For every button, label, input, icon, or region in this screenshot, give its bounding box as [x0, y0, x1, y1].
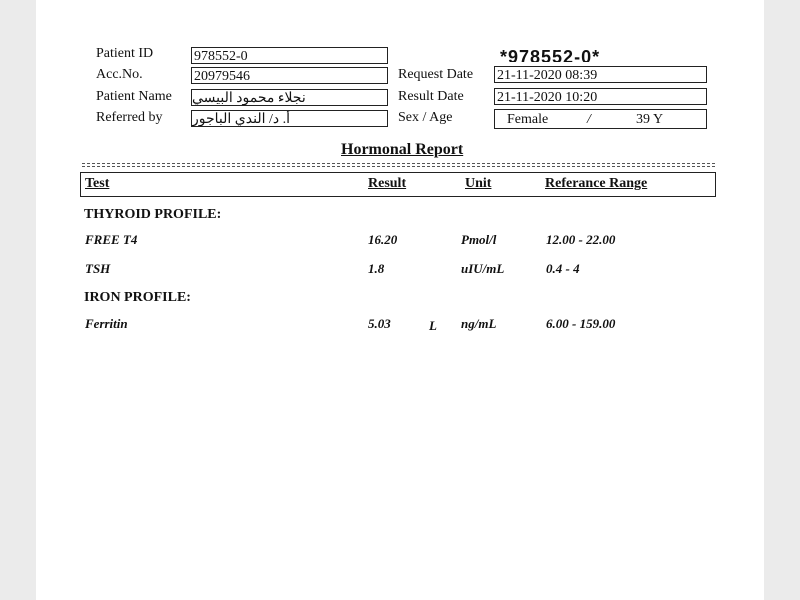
test-name: Ferritin — [85, 316, 128, 331]
sex-value: Female — [507, 112, 549, 127]
unit-value: ng/mL — [461, 316, 497, 331]
header-test: Test — [85, 176, 110, 191]
acc-no-field: 20979546 — [191, 67, 388, 84]
header-unit: Unit — [465, 176, 492, 191]
test-name: TSH — [85, 261, 111, 276]
sex-age-separator: / — [587, 112, 591, 127]
patient-name-field: نجلاء محمود البيسي — [191, 89, 388, 106]
barcode-text: *978552-0* — [500, 47, 601, 62]
table-header — [80, 172, 716, 197]
unit-value: Pmol/l — [461, 232, 497, 247]
request-date-field: 21-11-2020 08:39 — [494, 66, 707, 83]
section-title-thyroid: THYROID PROFILE: — [84, 207, 222, 222]
range-value: 12.00 - 22.00 — [546, 232, 616, 247]
result-value: 5.03 — [368, 316, 391, 331]
unit-value: uIU/mL — [461, 261, 505, 276]
request-date-label: Request Date — [398, 67, 474, 82]
separator-line — [82, 163, 716, 164]
age-value: 39 Y — [636, 112, 664, 127]
report-title: Hormonal Report — [341, 141, 464, 158]
result-value: 16.20 — [368, 232, 398, 247]
sex-age-label: Sex / Age — [398, 110, 453, 125]
low-flag: L — [429, 318, 437, 333]
referred-by-field: أ. د/ الندي الباجور — [191, 110, 388, 127]
header-range: Referance Range — [545, 176, 648, 191]
referred-by-label: Referred by — [96, 110, 163, 125]
separator-line — [82, 166, 716, 167]
result-value: 1.8 — [368, 261, 385, 276]
patient-id-label: Patient ID — [96, 46, 154, 61]
range-value: 6.00 - 159.00 — [546, 316, 616, 331]
patient-name-label: Patient Name — [96, 89, 172, 104]
header-result: Result — [368, 176, 407, 191]
sex-age-field — [494, 109, 707, 129]
patient-id-field: 978552-0 — [191, 47, 388, 64]
section-title-iron: IRON PROFILE: — [84, 290, 191, 305]
range-value: 0.4 - 4 — [546, 261, 580, 276]
acc-no-label: Acc.No. — [96, 67, 143, 82]
test-name: FREE T4 — [85, 232, 138, 247]
result-date-field: 21-11-2020 10:20 — [494, 88, 707, 105]
report-page — [36, 0, 764, 600]
result-date-label: Result Date — [398, 89, 464, 104]
